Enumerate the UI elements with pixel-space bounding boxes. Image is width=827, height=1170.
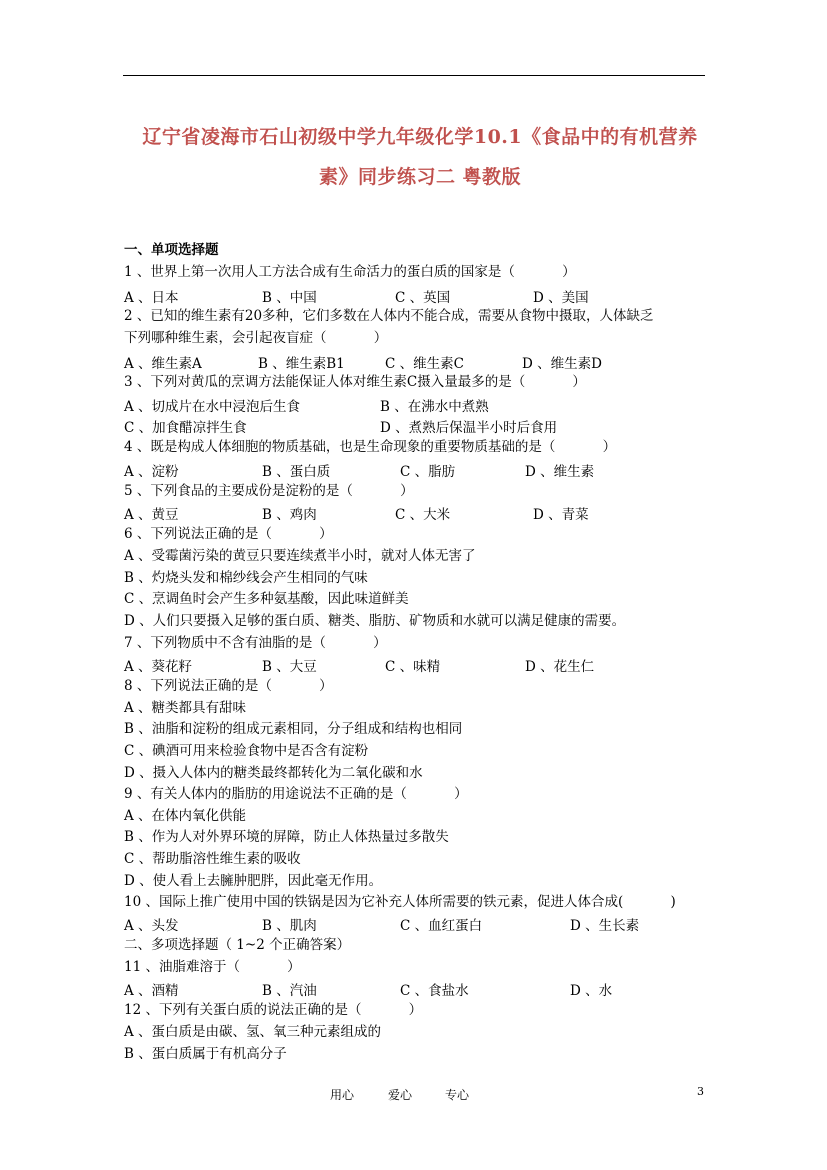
question-8: 8 、下列说法正确的是（ ） [124, 678, 333, 694]
question-8-option-a: A 、糖类都具有甜味 [124, 700, 247, 716]
q7-option-d: D 、花生仁 [525, 659, 595, 675]
footer-word-3: 专心 [445, 1088, 470, 1102]
q4-option-a: A 、淀粉 [124, 464, 179, 480]
q7-option-b: B 、大豆 [262, 659, 317, 675]
q4-option-c: C 、脂肪 [400, 464, 456, 480]
q11-option-a: A 、酒精 [124, 983, 179, 999]
question-11: 11 、油脂难溶于（ ） [124, 959, 301, 975]
q2-option-c: C 、维生素C [385, 356, 464, 372]
question-8-option-b: B 、油脂和淀粉的组成元素相同，分子组成和结构也相同 [124, 721, 463, 737]
question-2-line-1: 2 、已知的维生素有20多种，它们多数在人体内不能合成，需要从食物中摄取，人体缺乏 [124, 308, 654, 324]
question-6-option-c: C 、烹调鱼时会产生多种氨基酸，因此味道鲜美 [124, 591, 409, 607]
q5-option-d: D 、青菜 [533, 507, 589, 523]
document-title-line-2: 素》同步练习二 粤教版 [318, 166, 522, 188]
question-1: 1 、世界上第一次用人工方法合成有生命活力的蛋白质的国家是（ ） [124, 264, 576, 280]
q1-option-c: C 、英国 [395, 290, 451, 306]
question-6-option-a: A 、受霉菌污染的黄豆只要连续煮半小时，就对人体无害了 [124, 548, 476, 564]
question-10: 10 、国际上推广使用中国的铁锅是因为它补充人体所需要的铁元素，促进人体合成( ) [124, 894, 676, 910]
q2-option-d: D 、维生素D [522, 356, 602, 372]
q3-option-c: C 、加食醋凉拌生食 [124, 420, 247, 436]
footer-word-1: 用心 [330, 1088, 355, 1102]
page-number: 3 [697, 1085, 704, 1098]
q1-option-a: A 、日本 [124, 290, 179, 306]
q11-option-b: B 、汽油 [262, 983, 317, 999]
q10-option-a: A 、头发 [124, 918, 179, 934]
question-12: 12 、下列有关蛋白质的说法正确的是（ ） [124, 1002, 423, 1018]
q11-option-d: D 、水 [570, 983, 613, 999]
q1-option-b: B 、中国 [262, 290, 317, 306]
q7-option-c: C 、味精 [385, 659, 441, 675]
q11-option-c: C 、食盐水 [400, 983, 469, 999]
question-9: 9 、有关人体内的脂肪的用途说法不正确的是（ ） [124, 786, 468, 802]
q10-option-c: C 、血红蛋白 [400, 918, 483, 934]
question-5: 5 、下列食品的主要成份是淀粉的是（ ） [124, 483, 414, 499]
section-heading-single-choice: 一、单项选择题 [124, 242, 219, 258]
question-2-line-2: 下列哪种维生素，会引起夜盲症（ ） [124, 330, 388, 346]
q3-option-a: A 、切成片在水中浸泡后生食 [124, 399, 301, 415]
q7-option-a: A 、葵花籽 [124, 659, 193, 675]
q2-option-a: A 、维生素A [124, 356, 202, 372]
question-9-option-b: B 、作为人对外界环境的屏障，防止人体热量过多散失 [124, 829, 449, 845]
question-4: 4 、既是构成人体细胞的物质基础，也是生命现象的重要物质基础的是（ ） [124, 439, 617, 455]
question-8-option-d: D 、摄入人体内的糖类最终都转化为二氧化碳和水 [124, 765, 423, 781]
section-heading-multiple-choice: 二、多项选择题（ 1~2 个正确答案） [124, 937, 351, 953]
q5-option-c: C 、大米 [395, 507, 451, 523]
question-8-option-c: C 、碘酒可用来检验食物中是否含有淀粉 [124, 743, 369, 759]
q4-option-b: B 、蛋白质 [262, 464, 331, 480]
question-6-option-b: B 、灼烧头发和棉纱线会产生相同的气味 [124, 570, 368, 586]
question-12-option-a: A 、蛋白质是由碳、氢、氧三种元素组成的 [124, 1024, 382, 1040]
q4-option-d: D 、维生素 [525, 464, 595, 480]
question-12-option-b: B 、蛋白质属于有机高分子 [124, 1046, 287, 1062]
question-3: 3 、下列对黄瓜的烹调方法能保证人体对维生素C摄入量最多的是（ ） [124, 374, 586, 390]
q2-option-b: B 、维生素B1 [258, 356, 345, 372]
footer-word-2: 爱心 [388, 1088, 413, 1102]
question-9-option-c: C 、帮助脂溶性维生素的吸收 [124, 851, 301, 867]
document-title-line-1: 辽宁省凌海市石山初级中学九年级化学10.1《食品中的有机营养 [142, 126, 698, 148]
q10-option-b: B 、肌肉 [262, 918, 317, 934]
q3-option-b: B 、在沸水中煮熟 [380, 399, 489, 415]
q5-option-a: A 、黄豆 [124, 507, 179, 523]
header-rule [123, 75, 705, 76]
question-9-option-d: D 、使人看上去臃肿肥胖，因此毫无作用。 [124, 873, 383, 889]
q10-option-d: D 、生长素 [570, 918, 640, 934]
q3-option-d: D 、煮熟后保温半小时后食用 [380, 420, 558, 436]
question-7: 7 、下列物质中不含有油脂的是（ ） [124, 635, 387, 651]
question-9-option-a: A 、在体内氧化供能 [124, 808, 247, 824]
q5-option-b: B 、鸡肉 [262, 507, 317, 523]
q1-option-d: D 、美国 [533, 290, 589, 306]
question-6: 6 、下列说法正确的是（ ） [124, 526, 333, 542]
question-6-option-d: D 、人们只要摄入足够的蛋白质、糖类、脂肪、矿物质和水就可以满足健康的需要。 [124, 613, 626, 629]
